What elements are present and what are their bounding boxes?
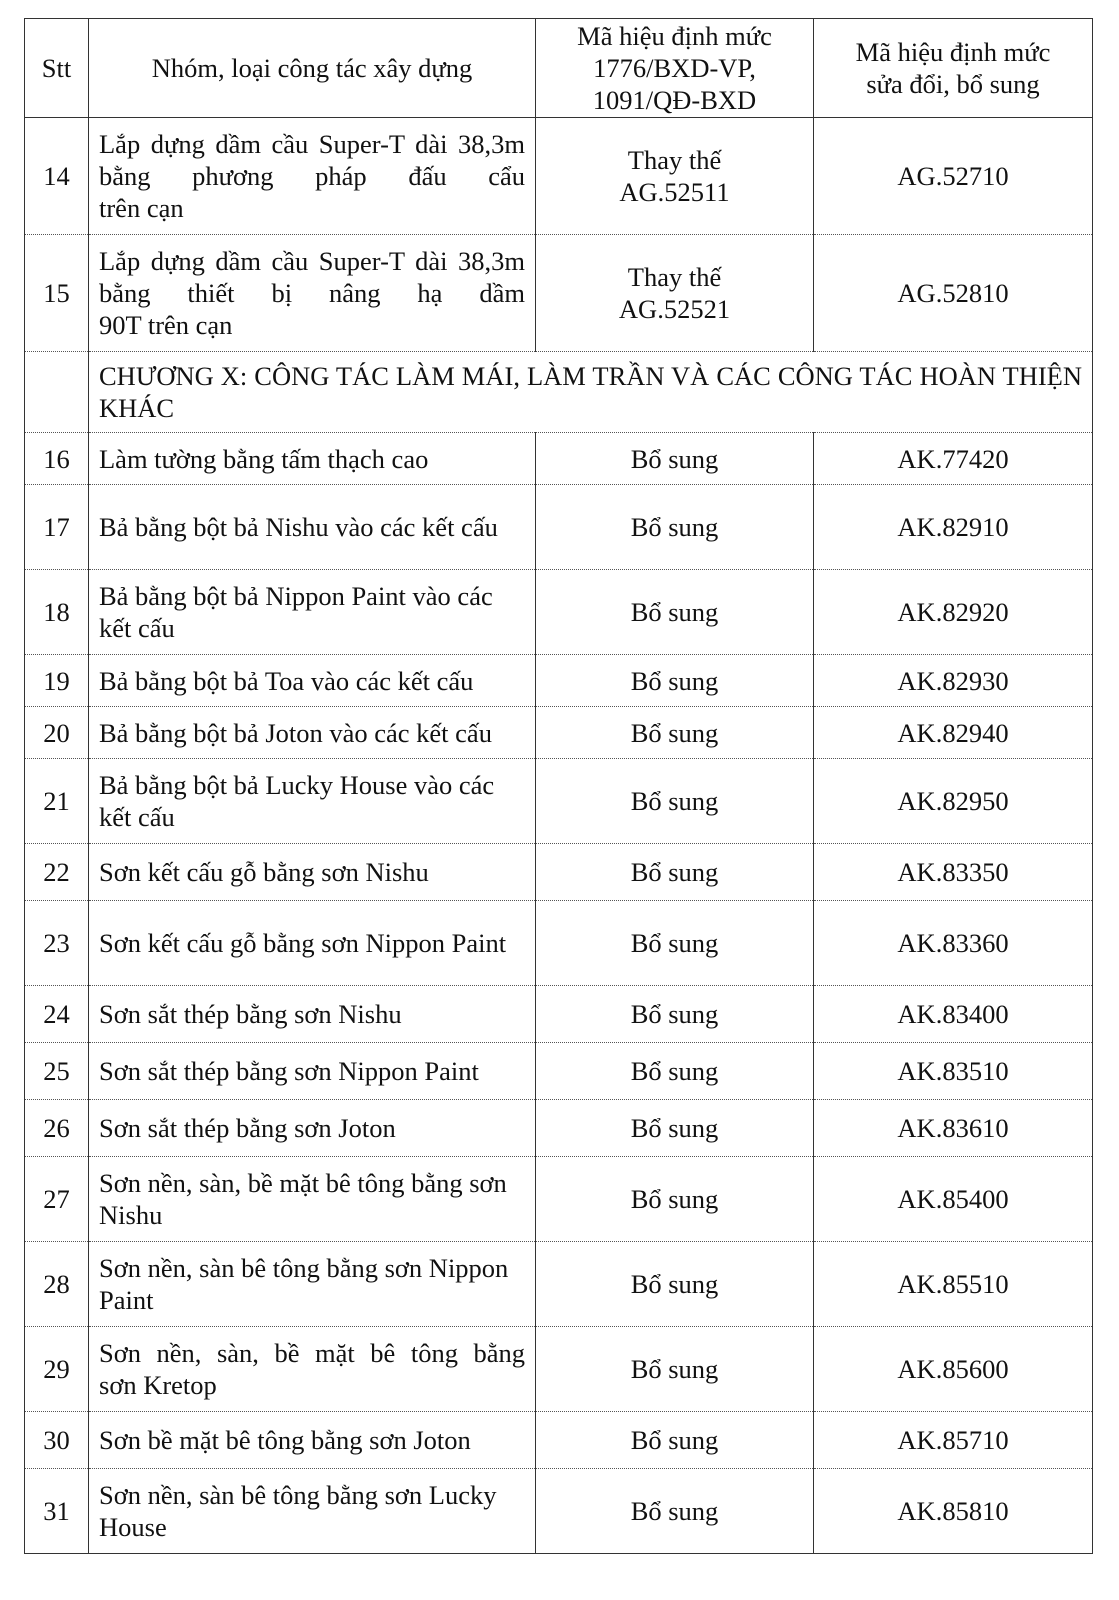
row-status: Bổ sung [536,1242,814,1327]
row-new-code: AK.77420 [814,433,1093,485]
table-row [25,1469,1093,1554]
row-status: Bổ sung [536,1327,814,1412]
row-old-code [536,235,814,352]
table-row [25,655,1093,707]
row-new-code: AK.82920 [814,570,1093,655]
row-work-name-part2: sơn Kretop [99,1370,217,1400]
row-new-code: AK.85400 [814,1157,1093,1242]
row-status: Bổ sung [536,433,814,485]
row-new-code: AK.83360 [814,901,1093,986]
row-replaced-code: AG.52511 [619,177,730,207]
row-stt: 20 [25,707,89,759]
row-work-name-part1: Sơn nền, sàn, bề mặt bê tông bằng [99,1338,525,1368]
header-group: Nhóm, loại công tác xây dựng [89,19,536,118]
row-new-code: AK.82940 [814,707,1093,759]
row-work-name: Bả bằng bột bả Toa vào các kết cấu [89,655,536,707]
row-work-name: Sơn sắt thép bằng sơn Nishu [89,986,536,1043]
row-work-name [89,118,536,235]
row-work-name: Sơn nền, sàn bê tông bằng sơn Nippon Paint [89,1242,536,1327]
row-new-code: AK.83400 [814,986,1093,1043]
row-status: Bổ sung [536,707,814,759]
row-stt: 22 [25,844,89,901]
row-status: Bổ sung [536,655,814,707]
row-work-name: Sơn kết cấu gỗ bằng sơn Nishu [89,844,536,901]
row-status: Bổ sung [536,759,814,844]
table-row [25,1157,1093,1242]
table-row [25,759,1093,844]
table-row [25,1327,1093,1412]
row-new-code: AG.52810 [814,235,1093,352]
row-old-code [536,118,814,235]
row-stt: 27 [25,1157,89,1242]
table-row [25,1242,1093,1327]
row-stt: 25 [25,1043,89,1100]
row-new-code: AK.83510 [814,1043,1093,1100]
row-stt: 18 [25,570,89,655]
row-new-code: AG.52710 [814,118,1093,235]
row-work-name [89,1327,536,1412]
row-status: Bổ sung [536,1100,814,1157]
row-status: Thay thế [627,145,722,175]
table-row [25,570,1093,655]
row-stt: 28 [25,1242,89,1327]
row-new-code: AK.83610 [814,1100,1093,1157]
chapter-stt-empty [25,352,89,433]
row-replaced-code: AG.52521 [618,294,731,324]
row-stt: 23 [25,901,89,986]
row-stt: 30 [25,1412,89,1469]
row-stt: 26 [25,1100,89,1157]
row-new-code: AK.82950 [814,759,1093,844]
row-work-name: Bả bằng bột bả Nishu vào các kết cấu [89,485,536,570]
row-status: Bổ sung [536,901,814,986]
table-row [25,901,1093,986]
row-work-name: Sơn sắt thép bằng sơn Nippon Paint [89,1043,536,1100]
table-row [25,1043,1093,1100]
row-stt: 15 [25,235,89,352]
row-new-code: AK.85600 [814,1327,1093,1412]
row-stt: 29 [25,1327,89,1412]
row-new-code: AK.83350 [814,844,1093,901]
norm-code-table [24,18,1093,1554]
table-row [25,118,1093,235]
row-work-name-part2: 90T trên cạn [99,310,233,340]
row-work-name: Sơn nền, sàn, bề mặt bê tông bằng sơn Nishu [89,1157,536,1242]
table-row [25,235,1093,352]
row-work-name: Bả bằng bột bả Joton vào các kết cấu [89,707,536,759]
header-new-code: Mã hiệu định mức sửa đổi, bổ sung [814,19,1093,118]
document-page [24,18,1092,1554]
row-status: Thay thế [627,262,722,292]
header-stt: Stt [25,19,89,118]
header-old-code: Mã hiệu định mức 1776/BXD-VP, 1091/QĐ-BXD [536,19,814,118]
chapter-row [25,352,1093,433]
row-status: Bổ sung [536,986,814,1043]
row-status: Bổ sung [536,1469,814,1554]
row-work-name: Bả bằng bột bả Lucky House vào các kết cấu [89,759,536,844]
chapter-title: CHƯƠNG X: CÔNG TÁC LÀM MÁI, LÀM TRẦN VÀ CÁC CÔNG TÁC HOÀN THIỆN KHÁC [89,352,1093,433]
table-row [25,707,1093,759]
row-status: Bổ sung [536,570,814,655]
row-stt: 21 [25,759,89,844]
row-stt: 16 [25,433,89,485]
row-status: Bổ sung [536,1043,814,1100]
row-stt: 31 [25,1469,89,1554]
table-row [25,485,1093,570]
row-work-name-part2: trên cạn [99,193,184,223]
row-new-code: AK.85710 [814,1412,1093,1469]
row-new-code: AK.85810 [814,1469,1093,1554]
row-status: Bổ sung [536,1412,814,1469]
row-work-name: Bả bằng bột bả Nippon Paint vào các kết cấu [89,570,536,655]
row-work-name: Sơn nền, sàn bê tông bằng sơn Lucky House [89,1469,536,1554]
table-header-row [25,19,1093,118]
row-new-code: AK.85510 [814,1242,1093,1327]
table-row [25,1100,1093,1157]
row-status: Bổ sung [536,1157,814,1242]
table-row [25,1412,1093,1469]
table-row [25,986,1093,1043]
row-work-name [89,235,536,352]
row-work-name-part1: Lắp dựng dầm cầu Super-T dài 38,3m bằng thiết bị nâng hạ dầm [99,246,525,308]
row-stt: 24 [25,986,89,1043]
row-work-name: Làm tường bằng tấm thạch cao [89,433,536,485]
row-stt: 17 [25,485,89,570]
row-stt: 14 [25,118,89,235]
row-status: Bổ sung [536,485,814,570]
row-new-code: AK.82930 [814,655,1093,707]
row-work-name: Sơn bề mặt bê tông bằng sơn Joton [89,1412,536,1469]
row-work-name: Sơn kết cấu gỗ bằng sơn Nippon Paint [89,901,536,986]
table-row [25,844,1093,901]
row-new-code: AK.82910 [814,485,1093,570]
row-status: Bổ sung [536,844,814,901]
row-work-name: Sơn sắt thép bằng sơn Joton [89,1100,536,1157]
table-row [25,433,1093,485]
row-stt: 19 [25,655,89,707]
row-work-name-part1: Lắp dựng dầm cầu Super-T dài 38,3m bằng phương pháp đấu cẩu [99,129,525,191]
